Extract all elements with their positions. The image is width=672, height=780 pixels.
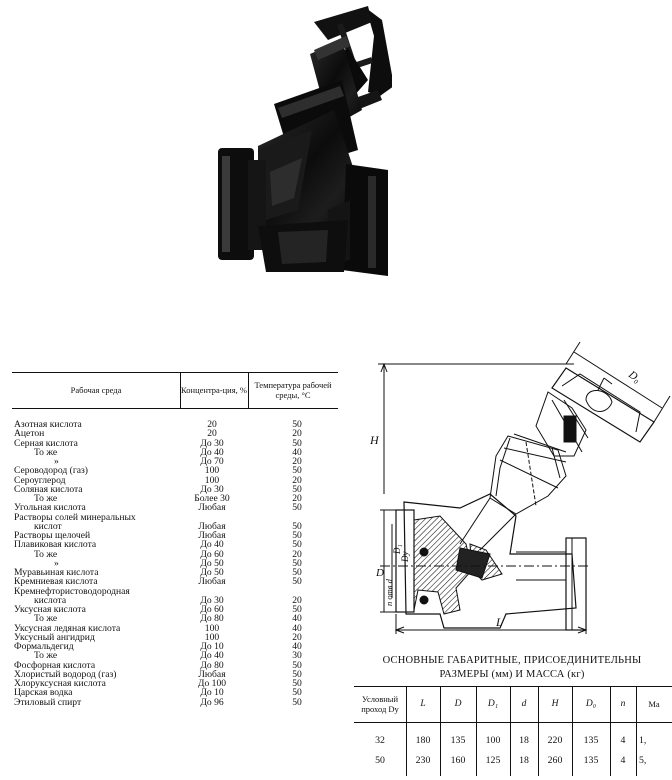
dim-cell: 160 <box>450 755 466 766</box>
medium-cell: Этиловый спирт <box>14 696 82 708</box>
temperature-cell: 50 <box>292 502 302 514</box>
label-h: H <box>370 433 379 447</box>
temperature-cell: 20 <box>292 474 302 486</box>
temperature-cell: 50 <box>292 530 302 541</box>
dim-cell: 135 <box>583 755 599 766</box>
concentration-cell: 100 <box>204 622 220 634</box>
temperature-cell: 50 <box>292 678 302 689</box>
medium-cell: Серная кислота <box>14 437 78 449</box>
concentration-cell: 20 <box>207 419 217 430</box>
temperature-cell: 50 <box>292 567 302 578</box>
temperature-cell: 50 <box>292 557 302 569</box>
dim-cell: 100 <box>485 735 501 746</box>
temperature-cell: 50 <box>292 465 302 477</box>
medium-cell: Хлористый водород (газ) <box>14 668 117 680</box>
concentration-cell: До 10 <box>200 641 224 652</box>
concentration-cell: До 60 <box>200 548 224 560</box>
concentration-cell: До 60 <box>200 604 224 615</box>
temperature-cell: 50 <box>292 687 302 699</box>
medium-cell: Формальдегид <box>14 641 74 652</box>
valve-photo <box>218 0 392 276</box>
medium-cell: Кремниевая кислота <box>14 576 98 588</box>
dim-cell: 260 <box>547 755 563 766</box>
concentration-cell: До 80 <box>200 659 224 671</box>
medium-cell: То же <box>34 493 58 504</box>
medium-cell: Хлоруксусная кислота <box>14 678 106 689</box>
concentration-cell: До 50 <box>200 567 224 578</box>
dim-header-d1: D₁ <box>487 699 499 709</box>
header-temperature: Температура рабочей среды, °С <box>254 380 332 400</box>
dimensions-title <box>352 654 672 682</box>
medium-cell: Растворы солей минеральных <box>14 511 136 523</box>
dim-header-d0: D₀ <box>585 699 597 709</box>
table-row <box>12 605 338 614</box>
medium-cell: Азотная кислота <box>14 419 82 430</box>
dim-cell: 125 <box>485 755 501 766</box>
medium-cell: То же <box>34 650 58 662</box>
medium-cell: кислот <box>34 520 62 532</box>
label-dy: Dу <box>400 551 410 562</box>
temperature-cell: 40 <box>292 622 302 634</box>
medium-cell: Растворы щелочей <box>14 530 91 541</box>
temperature-cell: 50 <box>292 668 302 680</box>
dim-cell: 1, <box>639 735 647 746</box>
medium-cell: Царская водка <box>14 687 73 699</box>
chemical-table-body <box>12 420 338 707</box>
temperature-cell: 50 <box>292 604 302 615</box>
table-row <box>12 485 338 494</box>
medium-cell: Уксусный ангидрид <box>14 631 95 643</box>
dim-header-l: L <box>420 699 426 709</box>
medium-cell: Ацетон <box>14 428 45 440</box>
label-d: D <box>376 567 384 579</box>
temperature-cell: 50 <box>292 520 302 532</box>
temperature-cell: 50 <box>292 419 302 430</box>
concentration-cell: Любая <box>198 520 226 532</box>
temperature-cell: 50 <box>292 483 302 495</box>
dim-cell: 32 <box>375 735 385 746</box>
label-nd: n отв d <box>384 579 394 606</box>
dim-cell: 18 <box>519 735 529 746</box>
medium-cell: Муравьиная кислота <box>14 567 99 578</box>
concentration-cell: До 100 <box>197 678 227 689</box>
dim-cell: 18 <box>519 755 529 766</box>
table-row <box>12 642 338 651</box>
medium-cell: Уксусная кислота <box>14 604 86 615</box>
valve-technical-drawing <box>340 338 672 638</box>
medium-cell: То же <box>34 613 58 625</box>
table-row <box>12 439 338 448</box>
concentration-cell: 100 <box>204 631 220 643</box>
medium-cell: Кремнефтористоводородная <box>14 585 130 597</box>
header-concentration: Концентра-ция, % <box>181 385 247 395</box>
concentration-cell: Любая <box>198 576 226 588</box>
temperature-cell: 20 <box>292 631 302 643</box>
dim-header-d: D <box>454 699 462 709</box>
concentration-cell: 100 <box>204 474 220 486</box>
medium-cell: То же <box>34 446 58 458</box>
medium-cell: » <box>54 557 59 569</box>
medium-cell: Уксусная ледяная кислота <box>14 622 121 634</box>
concentration-cell: До 40 <box>200 446 224 458</box>
dim-header-n: n <box>620 699 626 709</box>
temperature-cell: 50 <box>292 696 302 708</box>
concentration-cell: До 40 <box>200 539 224 551</box>
concentration-cell: До 30 <box>200 437 224 449</box>
temperature-cell: 30 <box>292 650 302 662</box>
temperature-cell: 20 <box>292 493 302 504</box>
temperature-cell: 50 <box>292 576 302 588</box>
concentration-cell: Любая <box>198 668 226 680</box>
table-row <box>12 540 338 549</box>
temperature-cell: 20 <box>292 428 302 440</box>
concentration-cell: До 30 <box>200 483 224 495</box>
dimensions-title-line1: ОСНОВНЫЕ ГАБАРИТНЫЕ, ПРИСОЕДИНИТЕЛЬНЫ <box>382 655 642 666</box>
temperature-cell: 40 <box>292 641 302 652</box>
concentration-cell: До 70 <box>200 456 224 467</box>
concentration-cell: До 96 <box>200 696 224 708</box>
medium-cell: кислота <box>34 594 67 606</box>
medium-cell: Соляная кислота <box>14 483 83 495</box>
temperature-cell: 20 <box>292 548 302 560</box>
dim-header-mass: Ма <box>648 699 660 709</box>
dim-header-h: H <box>551 699 559 709</box>
dim-cell: 135 <box>450 735 466 746</box>
dim-cell: 220 <box>547 735 563 746</box>
temperature-cell: 50 <box>292 437 302 449</box>
medium-cell: Фосфорная кислота <box>14 659 96 671</box>
medium-cell: То же <box>34 548 58 560</box>
concentration-cell: До 40 <box>200 650 224 662</box>
dimensions-title-line2: РАЗМЕРЫ (мм) И МАССА (кг) <box>439 669 585 680</box>
concentration-cell: До 10 <box>200 687 224 699</box>
temperature-cell: 20 <box>292 594 302 606</box>
table-row <box>12 698 338 707</box>
concentration-cell: Более 30 <box>194 493 230 504</box>
temperature-cell: 50 <box>292 659 302 671</box>
concentration-cell: Любая <box>198 530 226 541</box>
medium-cell: Сероводород (газ) <box>14 465 88 477</box>
concentration-cell: До 30 <box>200 594 224 606</box>
concentration-cell: 20 <box>207 428 217 440</box>
header-medium: Рабочая среда <box>70 385 122 395</box>
dim-cell: 135 <box>583 735 599 746</box>
dim-cell: 180 <box>415 735 431 746</box>
temperature-cell: 20 <box>292 456 302 467</box>
table-row <box>12 550 338 559</box>
dim-cell: 230 <box>415 755 431 766</box>
label-d0: D₀ <box>626 368 643 386</box>
label-l: L <box>496 615 503 629</box>
dim-header-dd: d <box>521 699 527 709</box>
table-row <box>12 420 338 429</box>
dim-cell: 50 <box>375 755 385 766</box>
medium-cell: Плавиковая кислота <box>14 539 97 551</box>
temperature-cell: 40 <box>292 613 302 625</box>
temperature-cell: 50 <box>292 539 302 551</box>
temperature-cell: 40 <box>292 446 302 458</box>
label-d1: D₁ <box>392 544 402 554</box>
medium-cell: Сероуглерод <box>14 474 66 486</box>
dim-cell: 5, <box>639 755 647 766</box>
concentration-cell: 100 <box>204 465 220 477</box>
table-row <box>12 448 338 457</box>
concentration-cell: До 50 <box>200 557 224 569</box>
medium-cell: Угольная кислота <box>14 502 86 514</box>
dimensions-table <box>354 686 672 776</box>
dim-cell: 4 <box>620 755 626 766</box>
dim-header-dy: Условный проход Dу <box>361 694 399 714</box>
concentration-cell: До 80 <box>200 613 224 625</box>
medium-cell: » <box>54 456 59 467</box>
dim-cell: 4 <box>620 735 626 746</box>
concentration-cell: Любая <box>198 502 226 514</box>
